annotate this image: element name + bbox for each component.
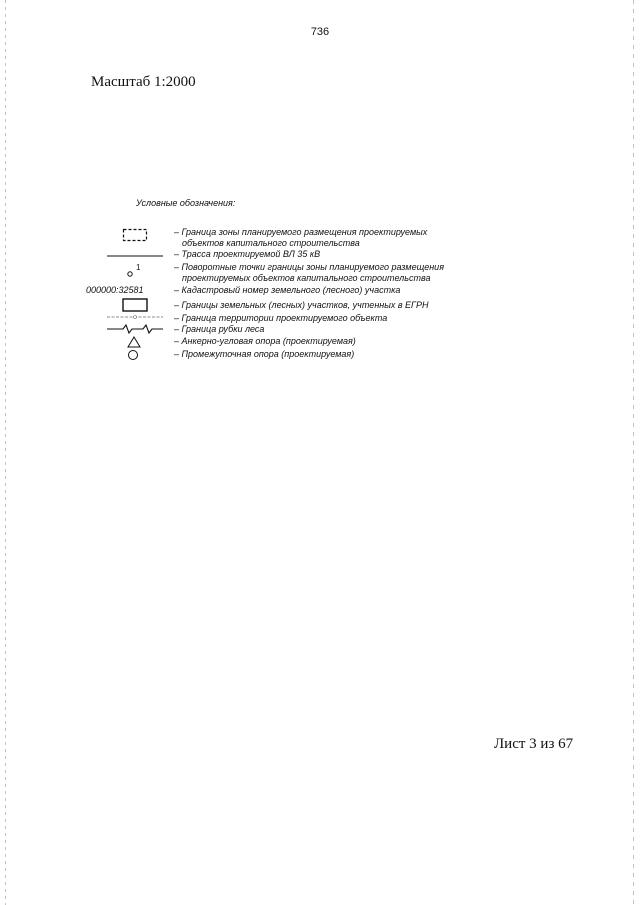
circle-icon <box>127 349 139 361</box>
legend-item-cutting <box>174 324 264 335</box>
turn-point-icon <box>126 262 146 278</box>
legend-item-text: – Анкерно-угловая опора (проектируемая) <box>174 336 356 346</box>
legend-item-text: – Трасса проектируемой ВЛ 35 кВ <box>174 249 321 259</box>
legend-item-power-line <box>174 249 320 260</box>
legend-item-intermediate-support <box>174 349 354 360</box>
legend-item-text: – Промежуточная опора (проектируемая) <box>174 349 355 359</box>
scan-edge-right <box>633 0 634 905</box>
scale-label: Масштаб 1:2000 <box>91 74 196 90</box>
legend-text-line: проектируемых объектов капитального строительства <box>182 273 431 283</box>
legend-item-turn-points <box>174 262 444 284</box>
legend-item-text <box>174 262 444 284</box>
legend-item-cadastral <box>174 285 400 296</box>
legend-item-anchor-support <box>174 336 356 347</box>
cutting-line-icon <box>107 324 163 334</box>
dashed-rect-icon <box>122 228 148 242</box>
legend-text-line: – Граница зоны планируемого размещения проектируемых <box>174 227 428 237</box>
territory-line-icon <box>107 313 163 321</box>
solid-line-icon <box>107 254 163 258</box>
legend-item-text: – Кадастровый номер земельного (лесного) участка <box>174 285 401 295</box>
legend-text-line: объектов капитального строительства <box>182 238 360 248</box>
sheet-number: Лист 3 из 67 <box>494 736 574 752</box>
legend-item-text: – Граница территории проектируемого объекта <box>174 313 388 323</box>
legend-item-territory <box>174 313 387 324</box>
legend-item-land-plots <box>174 300 428 311</box>
legend-item-text: – Границы земельных (лесных) участков, учтенных в ЕГРН <box>174 300 429 310</box>
cadastral-number: 000000:32581 <box>86 285 144 295</box>
legend-item-zone-boundary <box>174 227 427 249</box>
legend-text-line: – Поворотные точки границы зоны планируемого размещения <box>174 262 444 272</box>
legend-item-text: – Граница рубки леса <box>174 324 265 334</box>
turn-point-label: 1 <box>136 263 141 272</box>
legend-title: Условные обозначения: <box>136 198 236 208</box>
solid-rect-icon <box>122 298 148 312</box>
page-number: 736 <box>310 26 330 38</box>
triangle-icon <box>127 336 141 348</box>
scan-edge-left <box>5 0 6 905</box>
legend-item-text <box>174 227 427 249</box>
